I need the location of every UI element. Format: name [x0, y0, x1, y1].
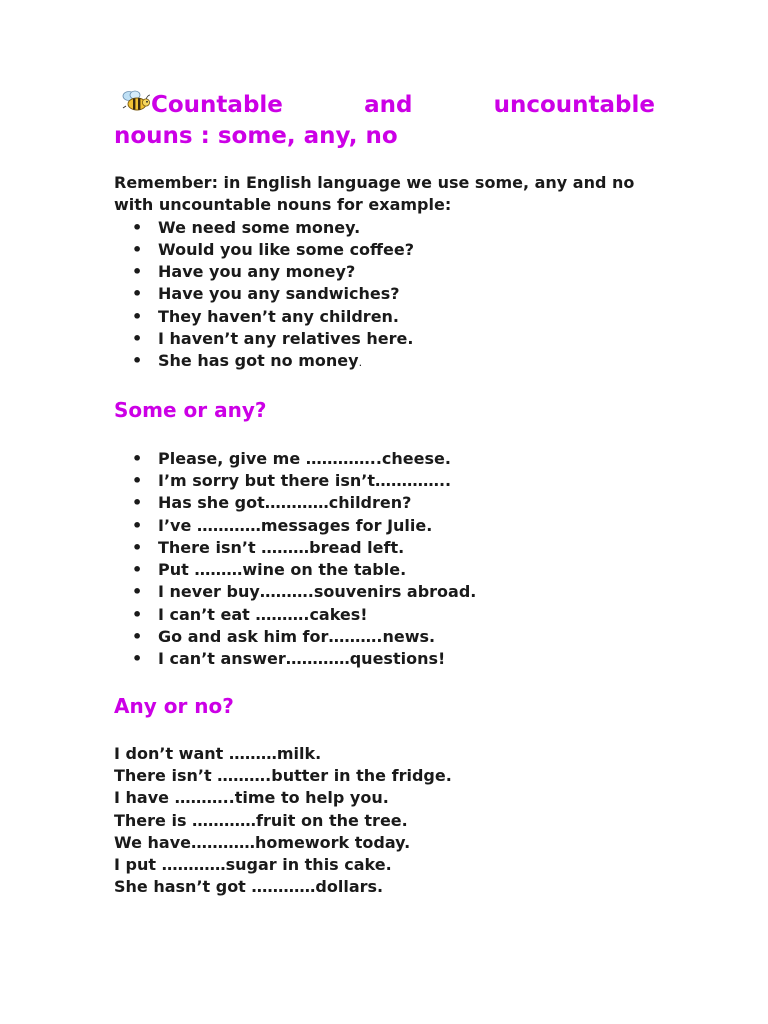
some-or-any-list — [114, 448, 655, 671]
title-line-2: nouns : some, any, no — [114, 123, 398, 149]
exercise-line — [114, 743, 655, 765]
exercise-line-text: We have…………homework today. — [114, 832, 411, 852]
exercise-item — [158, 537, 655, 559]
title-word-countable: Countable — [151, 92, 283, 118]
example-item — [158, 283, 655, 305]
exercise-item-text: Please, give me …………..cheese. — [158, 448, 451, 468]
exercise-item-text: I never buy……….souvenirs abroad. — [158, 582, 477, 602]
exercise-item-text: I’ve …………messages for Julie. — [158, 515, 433, 535]
example-item-text: Have you any money? — [158, 262, 356, 282]
example-item — [158, 217, 655, 239]
example-item-text: She has got no money — [158, 351, 359, 371]
title-word-and: and — [364, 92, 413, 118]
exercise-line-text: I have ………..time to help you. — [114, 788, 389, 808]
exercise-line — [114, 765, 655, 787]
exercise-line — [114, 876, 655, 898]
document-title — [114, 90, 655, 152]
any-or-no-lines — [114, 743, 655, 899]
section-any-or-no-heading: Any or no? — [114, 693, 234, 718]
exercise-item-text: Has she got…………children? — [158, 493, 412, 513]
exercise-line-text: I don’t want ………milk. — [114, 743, 322, 763]
bee-icon — [121, 90, 151, 112]
example-item-text: We need some money. — [158, 217, 361, 237]
exercise-line-text: There isn’t ……….butter in the fridge. — [114, 765, 452, 785]
exercise-item — [158, 604, 655, 626]
example-item-text: Would you like some coffee? — [158, 239, 414, 259]
exercise-item-text: There isn’t ………bread left. — [158, 537, 405, 557]
title-line-1 — [114, 90, 655, 121]
exercise-item-text: Go and ask him for……….news. — [158, 627, 436, 647]
exercise-item — [158, 581, 655, 603]
exercise-line-text: I put …………sugar in this cake. — [114, 855, 392, 875]
examples-list — [114, 217, 655, 375]
exercise-item — [158, 470, 655, 492]
exercise-item — [158, 626, 655, 648]
exercise-item — [158, 492, 655, 514]
example-item — [158, 306, 655, 328]
exercise-item-text: I can’t answer…………questions! — [158, 649, 446, 669]
example-item-text: Have you any sandwiches? — [158, 284, 400, 304]
exercise-line-text: She hasn’t got …………dollars. — [114, 877, 384, 897]
example-item — [158, 261, 655, 283]
example-item — [158, 239, 655, 261]
exercise-item-text: I can’t eat ……….cakes! — [158, 604, 368, 624]
title-first-word-group — [114, 90, 283, 121]
example-trailing-dot: . — [358, 356, 363, 370]
example-item-text: They haven’t any children. — [158, 306, 400, 326]
exercise-item-text: Put ………wine on the table. — [158, 560, 407, 580]
exercise-line — [114, 854, 655, 876]
intro-paragraph: Remember: in English language we use some, any and no with uncountable nouns for example: — [114, 173, 635, 215]
section-some-or-any-heading: Some or any? — [114, 397, 267, 422]
example-item-text: I haven’t any relatives here. — [158, 329, 414, 349]
exercise-item — [158, 515, 655, 537]
exercise-line — [114, 832, 655, 854]
exercise-line-text: There is …………fruit on the tree. — [114, 810, 408, 830]
exercise-line — [114, 787, 655, 809]
exercise-item — [158, 648, 655, 670]
document-page — [114, 90, 655, 899]
example-item — [158, 328, 655, 350]
exercise-line — [114, 810, 655, 832]
exercise-item — [158, 559, 655, 581]
exercise-item — [158, 448, 655, 470]
example-item — [158, 350, 655, 374]
exercise-item-text: I’m sorry but there isn’t………….. — [158, 470, 452, 490]
title-word-uncountable: uncountable — [493, 92, 655, 118]
